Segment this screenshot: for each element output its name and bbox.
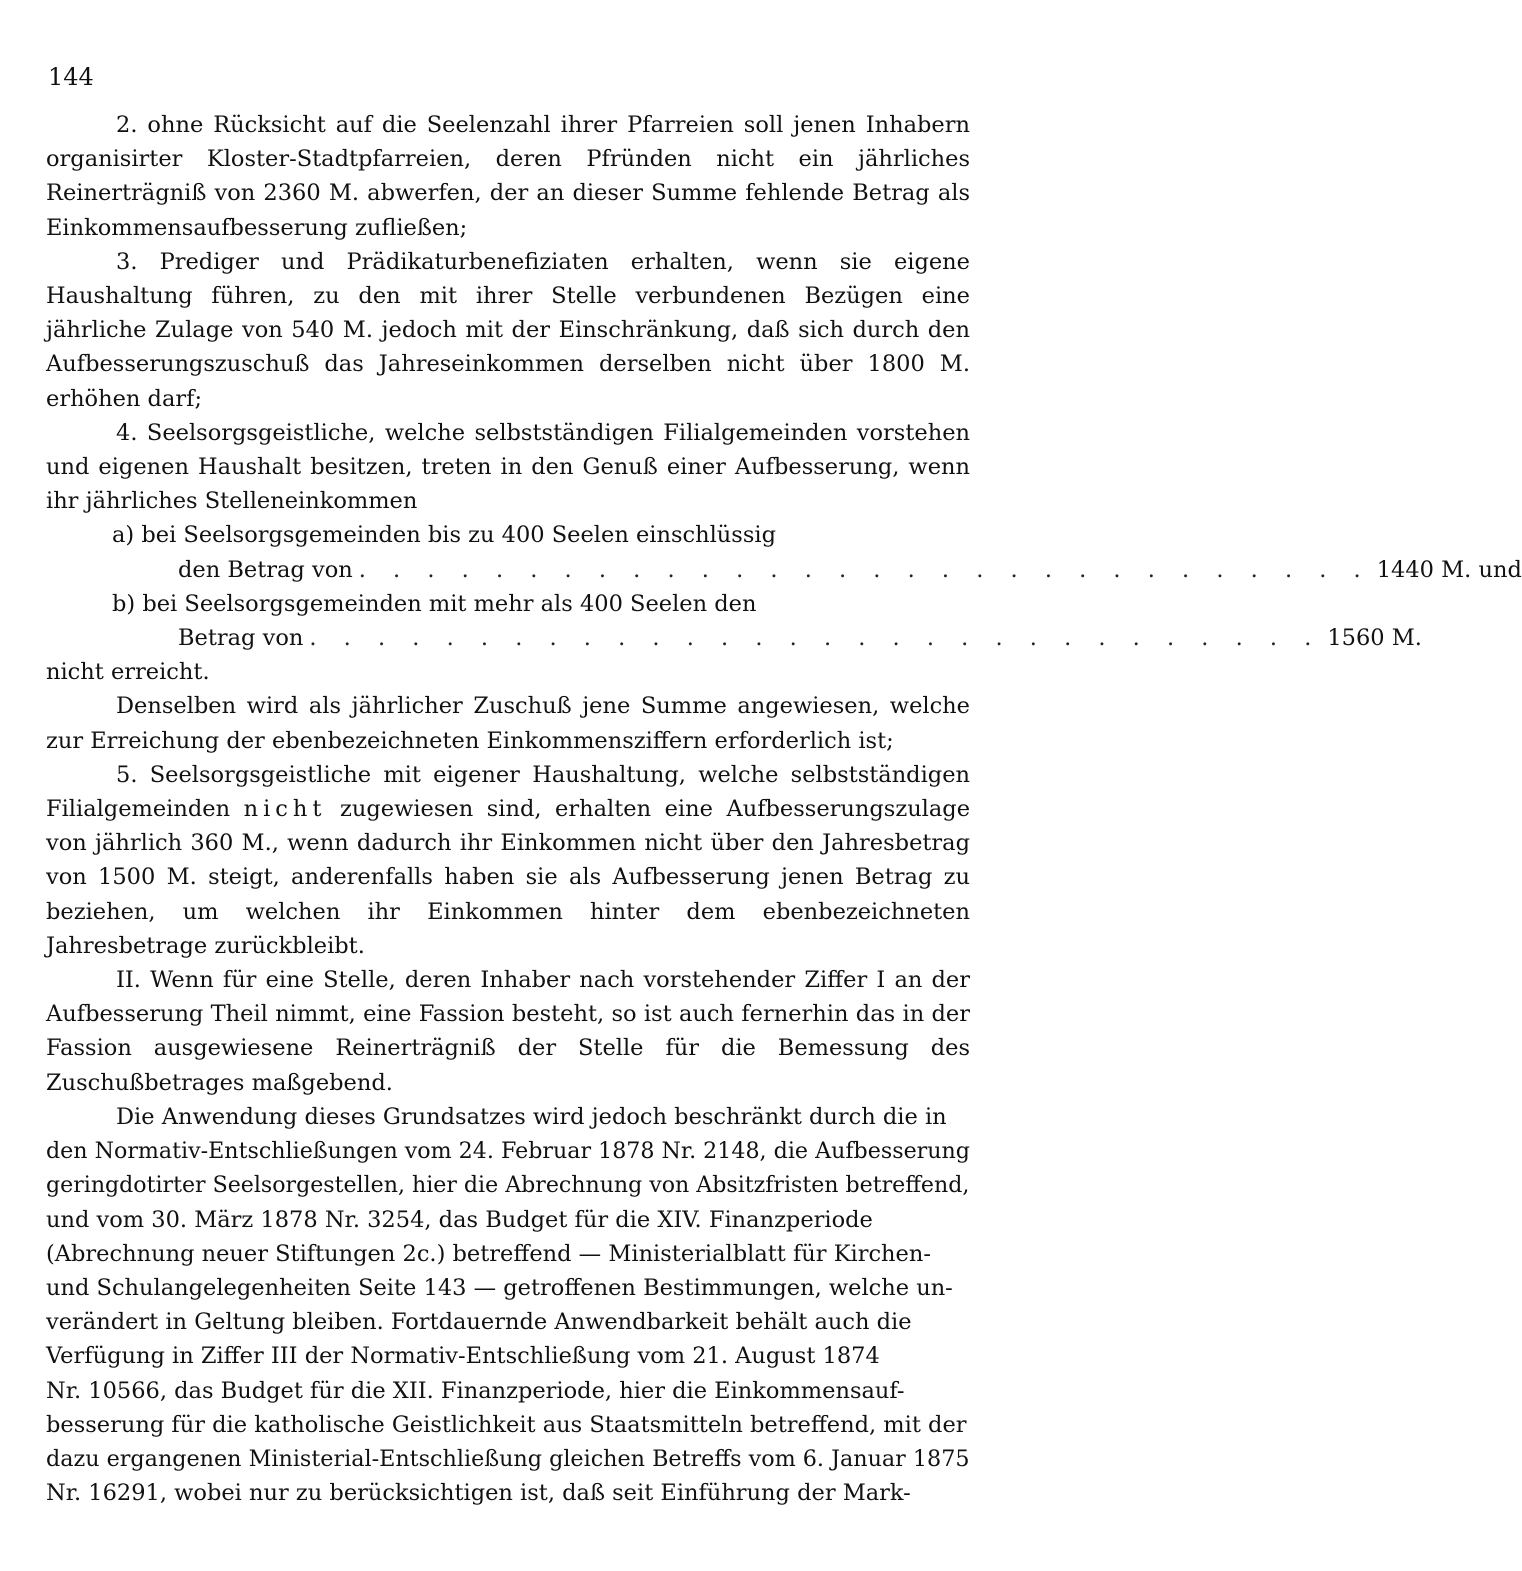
list-item-a-label: a) bei Seelsorgsgemeinden bis zu 400 Seelen einschlüssig — [112, 522, 776, 549]
dot-leader: . . . . . . . . . . . . . . . . . . . . . . . . . . . . . . — [358, 556, 1371, 583]
list-item-a-text: den Betrag von — [178, 556, 353, 583]
paragraph-final-line: verändert in Geltung bleiben. Fortdauernde Anwendbarkeit behält auch die — [46, 1309, 912, 1336]
paragraph-4: 4. Seelsorgsgeistliche, welche selbstständigen Filialgemeinden vorstehen und eigenen Haushalt besitzen, treten in den Genuß einer Aufbesserung, wenn ihr jährliches Stelleneinkommen — [46, 419, 970, 515]
paragraph-II: II. Wenn für eine Stelle, deren Inhaber nach vorstehender Ziffer I an der Aufbesserung Theil nimmt, eine Fassion besteht, so ist auch fernerhin das in der Fassion ausgewiesene Reinerträgniß der Stelle für die Bemessung des Zuschußbetrages maßgebend. — [46, 967, 970, 1096]
paragraph-2: 2. ohne Rücksicht auf die Seelenzahl ihrer Pfarreien soll jenen Inhabern organisirter Kloster-Stadtpfarreien, deren Pfründen nicht ein jährliches Reinerträgniß von 2360 M. abwerfen, der an dieser Summe fehlende Betrag als Einkommensaufbesserung zufließen; — [46, 112, 970, 241]
list-item-b — [46, 587, 1422, 655]
paragraph-5 — [46, 758, 970, 963]
paragraph-final-line: geringdotirter Seelsorgestellen, hier die Abrechnung von Absitzfristen betreffend, — [46, 1172, 970, 1199]
paragraph-5-start: 5. Seelsorgsgeistliche mit eigener Haushaltung, welche selbstständigen Filialgemeinden — [46, 761, 970, 823]
list-item-b-continuation — [46, 621, 1422, 655]
paragraph-final-line: Verfügung in Ziffer III der Normativ-Entschließung vom 21. August 1874 — [46, 1343, 880, 1370]
paragraph-final-line: den Normativ-Entschließungen vom 24. Februar 1878 Nr. 2148, die Aufbesserung — [46, 1138, 970, 1165]
list-item-b-amount: 1560 M. — [1327, 625, 1422, 652]
paragraph-final-line: Nr. 10566, das Budget für die XII. Finanzperiode, hier die Einkommensauf- — [46, 1377, 905, 1404]
paragraph-5-rest: zugewiesen sind, erhalten eine Aufbesserungszulage von jährlich 360 M., wenn dadurch ihr Einkommen nicht über den Jahresbetrag von 1500 M. steigt, anderenfalls haben sie als Aufbesserung jenen Betrag zu beziehen, um welchen ihr Einkommen hinter dem ebenbezeichneten Jahresbetrage zurückbleibt. — [46, 796, 971, 959]
list-item-b-label: b) bei Seelsorgsgemeinden mit mehr als 400 Seelen den — [112, 590, 757, 617]
paragraph-4-end: nicht erreicht. — [46, 659, 210, 686]
list-item-a-continuation — [46, 553, 1522, 587]
list-item-b-text: Betrag von — [178, 625, 304, 652]
paragraph-final-line: dazu ergangenen Ministerial-Entschließung gleichen Betreffs vom 6. Januar 1875 — [46, 1445, 970, 1472]
dot-leader: . . . . . . . . . . . . . . . . . . . . . . . . . . . . . . — [309, 625, 1322, 652]
list-item-a-amount: 1440 M. und — [1376, 556, 1522, 583]
paragraph-final — [46, 1100, 970, 1510]
paragraph-final-line: Nr. 16291, wobei nur zu berücksichtigen ist, daß seit Einführung der Mark- — [46, 1480, 911, 1507]
spaced-emphasis: nicht — [243, 796, 327, 823]
paragraph-final-line: besserung für die katholische Geistlichkeit aus Staatsmitteln betreffend, mit der — [46, 1411, 967, 1438]
paragraph-final-line: und Schulangelegenheiten Seite 143 — getroffenen Bestimmungen, welche un- — [46, 1274, 953, 1301]
paragraph-final-line: Die Anwendung dieses Grundsatzes wird jedoch beschränkt durch die in — [116, 1103, 947, 1130]
paragraph-3: 3. Prediger und Prädikaturbenefiziaten erhalten, wenn sie eigene Haushaltung führen, zu den mit ihrer Stelle verbundenen Bezügen eine jährliche Zulage von 540 M. jedoch mit der Einschränkung, daß sich durch den Aufbesserungszuschuß das Jahreseinkommen derselben nicht über 1800 M. erhöhen darf; — [46, 248, 970, 412]
paragraph-4b: Denselben wird als jährlicher Zuschuß jene Summe angewiesen, welche zur Erreichung der ebenbezeichneten Einkommensziffern erforderlich ist; — [46, 693, 970, 754]
paragraph-final-line: (Abrechnung neuer Stiftungen 2c.) betreffend — Ministerialblatt für Kirchen- — [46, 1240, 931, 1267]
paragraph-final-line: und vom 30. März 1878 Nr. 3254, das Budget für die XIV. Finanzperiode — [46, 1206, 873, 1233]
list-item-a — [46, 518, 1522, 586]
page-number: 144 — [48, 63, 94, 91]
